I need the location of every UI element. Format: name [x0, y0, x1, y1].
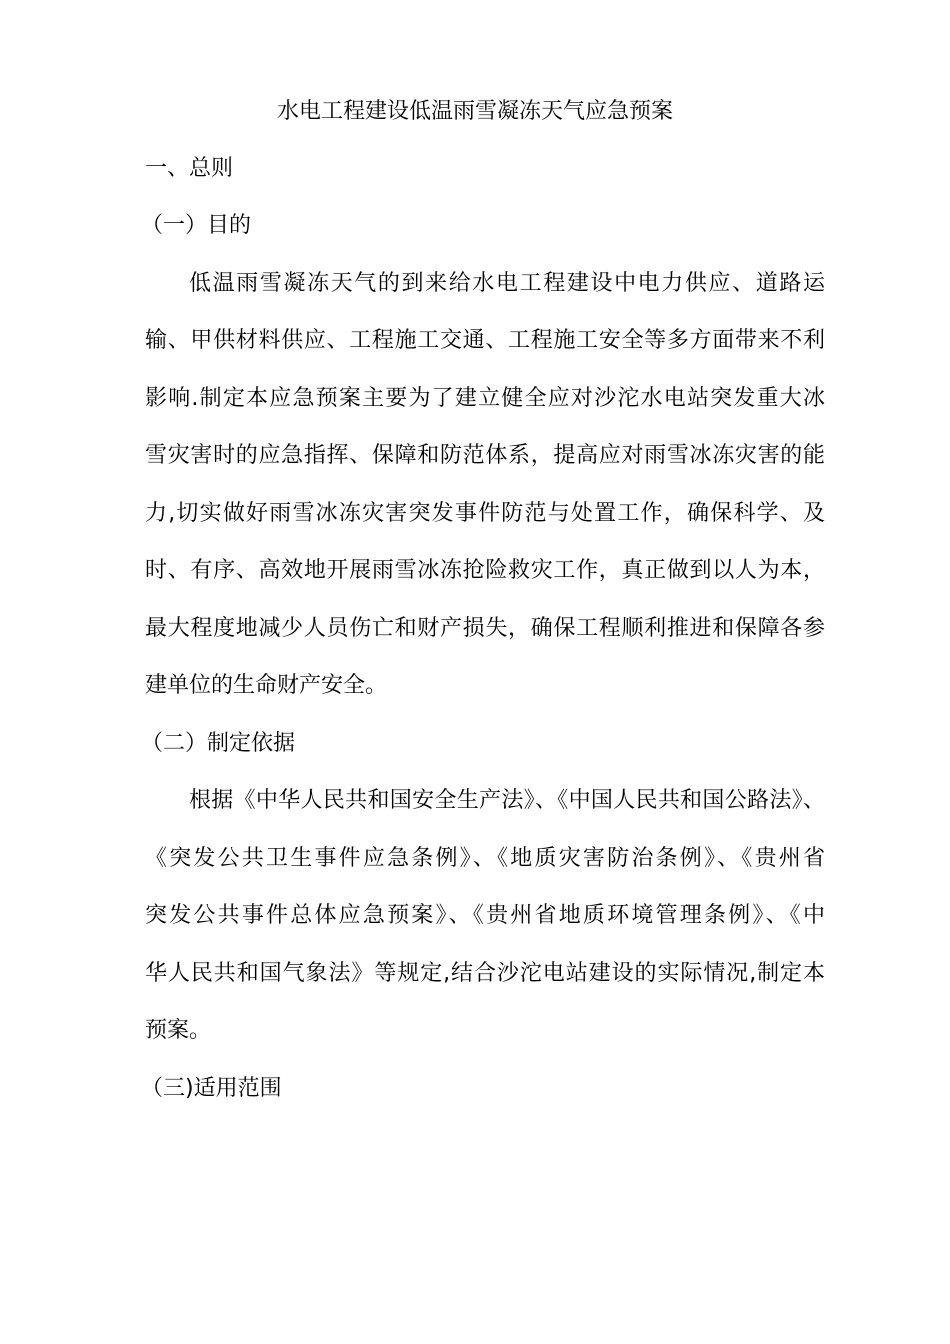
paragraph-line: 影响.制定本应急预案主要为了建立健全应对沙沱水电站突发重大冰	[145, 386, 825, 411]
subsection-heading-basis: （二）制定依据	[141, 731, 296, 756]
paragraph-line: 根据《中华人民共和国安全生产法》、《中国人民共和国公路法》、	[189, 788, 825, 813]
subsection-heading-scope: （三)适用范围	[141, 1076, 282, 1101]
paragraph-line: 《突发公共卫生事件应急条例》、《地质灾害防治条例》、《贵州省	[145, 846, 825, 871]
paragraph-line: 突发公共事件总体应急预案》、《贵州省地质环境管理条例》、《中	[145, 903, 825, 928]
document-title: 水电工程建设低温雨雪凝冻天气应急预案	[276, 99, 673, 124]
paragraph-line: 预案。	[145, 1018, 212, 1043]
subsection-heading-purpose: （一）目的	[141, 213, 252, 238]
paragraph-line: 低温雨雪凝冻天气的到来给水电工程建设中电力供应、道路运	[189, 271, 825, 296]
section-heading-general: 一、总则	[145, 156, 234, 181]
paragraph-line: 输、甲供材料供应、工程施工交通、工程施工安全等多方面带来不利	[145, 328, 825, 353]
paragraph-line: 时、有序、高效地开展雨雪冰冻抢险救灾工作，真正做到以人为本，	[145, 558, 825, 583]
paragraph-line: 力,切实做好雨雪冰冻灾害突发事件防范与处置工作，确保科学、及	[145, 501, 825, 526]
paragraph-line: 建单位的生命财产安全。	[145, 673, 388, 698]
paragraph-line: 最大程度地减少人员伤亡和财产损失，确保工程顺利推进和保障各参	[145, 616, 825, 641]
paragraph-line: 华人民共和国气象法》等规定,结合沙沱电站建设的实际情况,制定本	[145, 961, 825, 986]
paragraph-line: 雪灾害时的应急指挥、保障和防范体系，提高应对雨雪冰冻灾害的能	[145, 443, 825, 468]
